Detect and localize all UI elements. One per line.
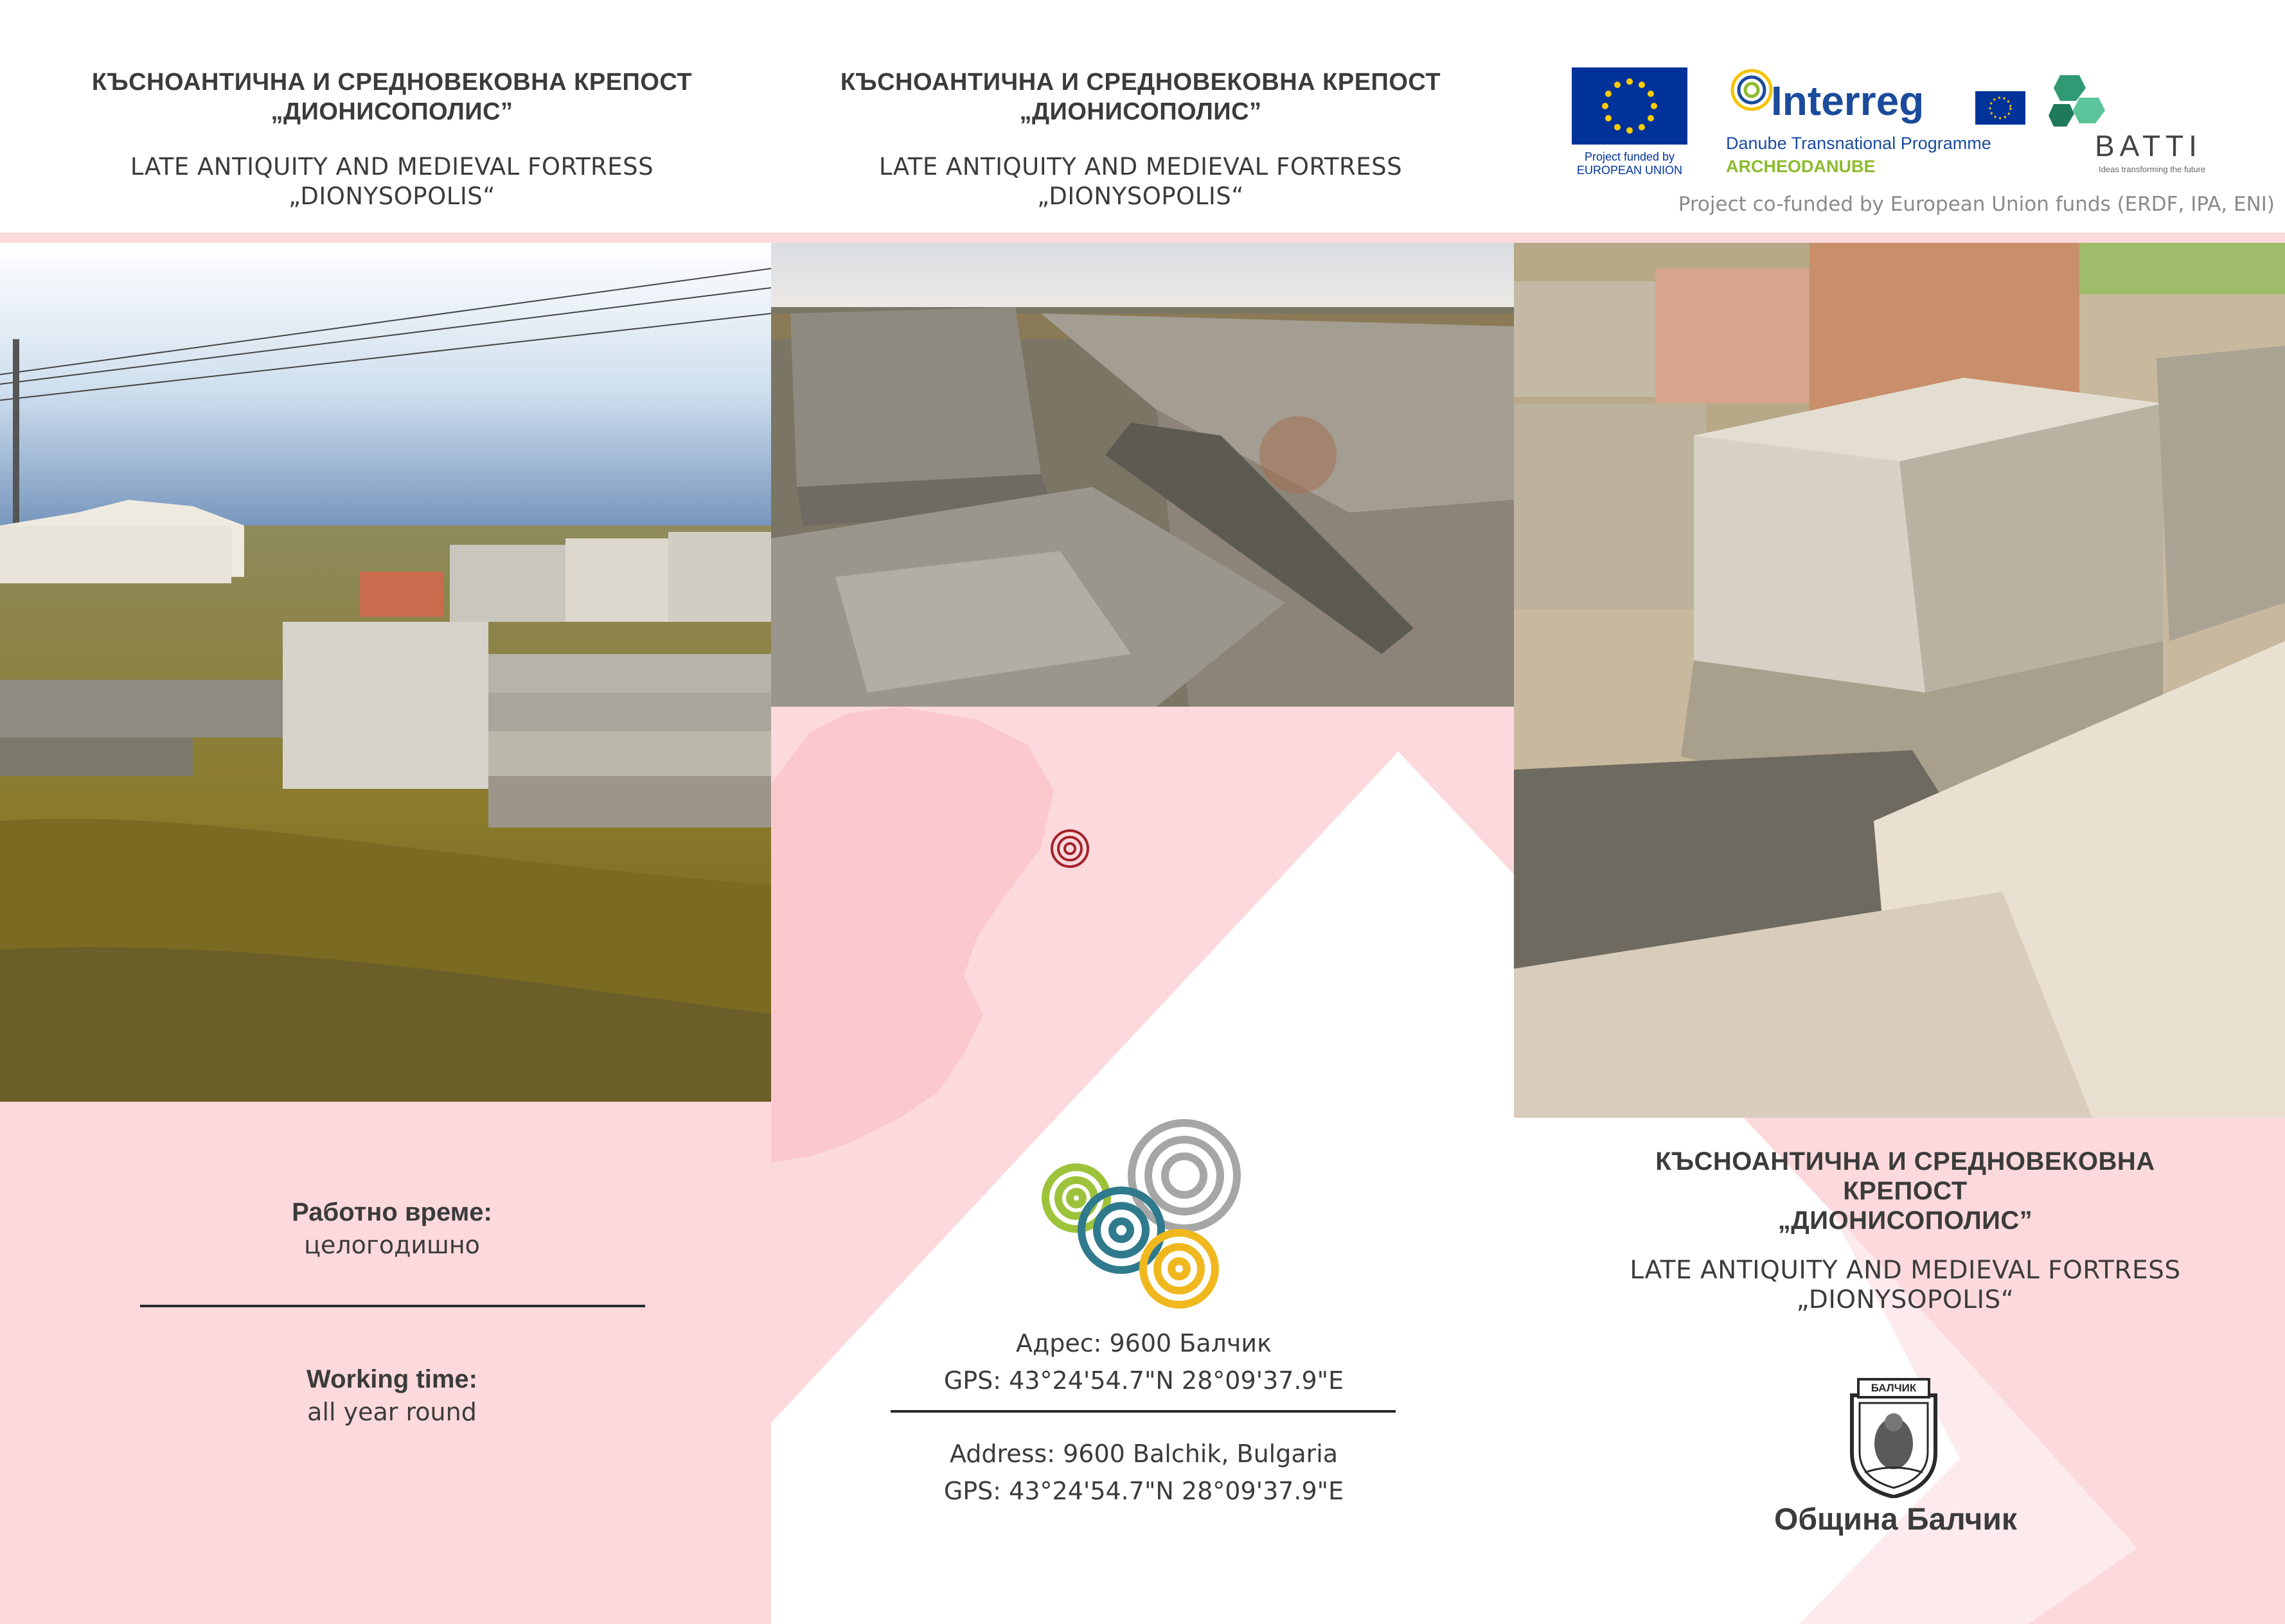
left-title-bg: КЪСНОАНТИЧНА И СРЕДНОВЕКОВНА КРЕПОСТ <box>91 69 693 96</box>
interreg-project: ARCHEODANUBE <box>1726 157 1876 176</box>
photo-fortress-wall-left <box>0 243 771 1102</box>
middle-title-bg: КЪСНОАНТИЧНА И СРЕДНОВЕКОВНА КРЕПОСТ <box>840 69 1441 96</box>
left-title-en-name: „DIONYSOPOLIS“ <box>289 182 495 210</box>
municipality-name: Община Балчик <box>1774 1503 2017 1537</box>
map-outline <box>771 707 1131 1169</box>
right-title-bg: КЪСНОАНТИЧНА И СРЕДНОВЕКОВНА <box>1655 1147 2155 1176</box>
batti-word: BATTI <box>2095 129 2202 163</box>
batti-tagline: Ideas transforming the future <box>2099 164 2206 174</box>
gps-en: GPS: 43°24'54.7"N 28°09'37.9"E <box>943 1477 1344 1505</box>
header-divider-band <box>0 233 2285 243</box>
gps-bg: GPS: 43°24'54.7"N 28°09'37.9"E <box>943 1366 1344 1395</box>
left-panel-bottom-bg <box>0 1102 771 1624</box>
right-title-bg-2: КРЕПОСТ <box>1843 1177 1968 1205</box>
middle-title-en-name: „DIONYSOPOLIS“ <box>1037 182 1244 210</box>
left-title-bg-name: „ДИОНИСОПОЛИС” <box>271 98 513 125</box>
middle-title-en: LATE ANTIQUITY AND MEDIEVAL FORTRESS <box>878 153 1403 181</box>
address-en: Address: 9600 Balchik, Bulgaria <box>949 1440 1338 1468</box>
eu-flag-logo <box>1572 67 1687 177</box>
hours-bg-label: Работно време: <box>292 1198 492 1226</box>
right-title-en: LATE ANTIQUITY AND MEDIEVAL FORTRESS <box>1630 1256 2181 1285</box>
eu-caption-2: EUROPEAN UNION <box>1576 164 1683 177</box>
right-title-en-name: „DIONYSOPOLIS“ <box>1796 1285 2014 1314</box>
interreg-swirl-icon <box>1726 64 1777 116</box>
crest-label: БАЛЧИК <box>1871 1382 1917 1394</box>
interreg-logo <box>1726 64 2028 180</box>
left-title-en: LATE ANTIQUITY AND MEDIEVAL FORTRESS <box>130 153 654 181</box>
cofunded-note: Project co-funded by European Union funds (ERDF, IPA, ENI) <box>1678 193 2275 216</box>
eu-small-flag-icon <box>1975 91 2025 125</box>
batti-hex-icon <box>2047 72 2112 133</box>
address-bg: Адрес: 9600 Балчик <box>1015 1329 1272 1357</box>
batti-logo <box>2047 72 2214 175</box>
hours-divider <box>140 1305 645 1307</box>
location-marker-icon <box>1049 827 1091 870</box>
eu-flag-icon <box>1572 67 1687 145</box>
photo-ruins-middle <box>771 243 1514 707</box>
address-divider <box>891 1410 1396 1413</box>
right-title-bg-name: „ДИОНИСОПОЛИС” <box>1777 1206 2033 1235</box>
hours-en-value: all year round <box>307 1398 477 1426</box>
middle-title-bg-name: „ДИОНИСОПОЛИС” <box>1019 98 1262 125</box>
eu-caption-1: Project funded by <box>1584 150 1675 163</box>
fortress-logo-icon <box>1038 1115 1250 1317</box>
right-title-block <box>1549 1147 2262 1315</box>
working-time-block <box>39 1365 745 1426</box>
working-hours-block <box>39 1198 745 1259</box>
interreg-programme: Danube Transnational Programme <box>1726 134 1991 153</box>
left-header <box>32 67 752 211</box>
address-en-block <box>835 1435 1452 1510</box>
interreg-word: Interreg <box>1771 78 1925 124</box>
middle-header <box>781 67 1500 211</box>
hours-bg-value: целогодишно <box>304 1231 480 1259</box>
hours-en-label: Working time: <box>307 1365 477 1393</box>
address-bg-block <box>835 1325 1452 1399</box>
balchik-crest <box>1845 1376 1942 1498</box>
photo-stone-block-right <box>1514 243 2285 1118</box>
